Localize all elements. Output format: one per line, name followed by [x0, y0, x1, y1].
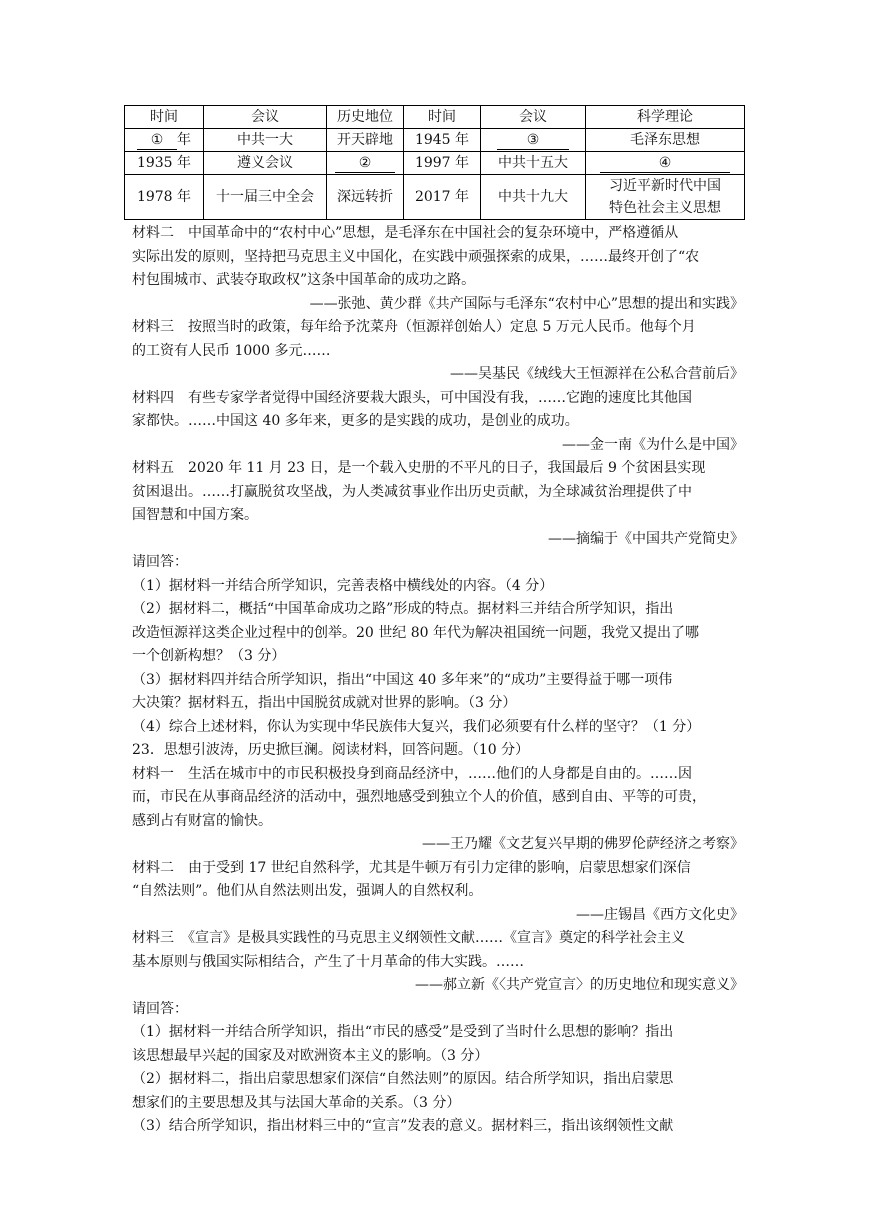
- text-line: 基本原则与俄国实际相结合，产生了十月革命的伟大实践。……: [132, 953, 524, 970]
- text-line: 的工资有人民币 1000 多元……: [132, 342, 331, 359]
- history-table: [124, 105, 745, 220]
- table-cell: [327, 152, 404, 175]
- text-line: 材料三 《宣言》是极具实践性的马克思主义纲领性文献……《宣言》奠定的科学社会主义: [132, 930, 685, 946]
- table-header-cell: 时间: [125, 106, 204, 129]
- theory-line-1: 习近平新时代中国: [609, 178, 721, 194]
- question-line: （1）据材料一并结合所学知识，完善表格中横线处的内容。（4 分）: [132, 577, 554, 594]
- question-line: （1）据材料一并结合所学知识，指出“市民的感受”是受到了当时什么思想的影响？指出: [132, 1024, 674, 1040]
- question-line: 想家们的主要思想及其与法国大革命的关系。（3 分）: [132, 1094, 461, 1111]
- question-line: （2）据材料二，指出启蒙思想家们深信“自然法则”的原因。结合所学知识，指出启蒙思: [132, 1071, 674, 1087]
- question-line: （3）结合所学知识，指出材料三中的“宣言”发表的意义。据材料三，指出该纲领性文献: [132, 1118, 674, 1134]
- table-cell: [586, 152, 745, 175]
- table-cell: [586, 175, 745, 220]
- theory-line-2: 特色社会主义思想: [609, 200, 721, 216]
- blank-1: ①: [137, 131, 177, 150]
- table-cell: 中共十九大: [481, 175, 586, 220]
- source-citation: ——郝立新《〈共产党宣言〉的历史地位和现实意义》: [415, 977, 744, 993]
- source-citation: ——摘编于《中国共产党简史》: [548, 530, 744, 547]
- prompt-label: 请回答：: [132, 1000, 188, 1017]
- source-citation: ——庄锡昌《西方文化史》: [576, 906, 744, 923]
- source-citation: ——吴基民《绒线大王恒源祥在公私合营前后》: [450, 366, 744, 382]
- table-cell: 深远转折: [327, 175, 404, 220]
- table-cell: 中共十五大: [481, 152, 586, 175]
- question-line: 该思想最早兴起的国家及对欧洲资本主义的影响。（3 分）: [132, 1047, 489, 1064]
- table-cell: [125, 129, 204, 152]
- question-heading: 23．思想引波涛，历史掀巨澜。阅读材料，回答问题。（10 分）: [132, 742, 530, 758]
- text-line: 材料二 由于受到 17 世纪自然科学，尤其是牛顿万有引力定律的影响，启蒙思想家们深信: [132, 859, 691, 876]
- table-header-cell: 会议: [204, 106, 327, 129]
- table-cell: [481, 129, 586, 152]
- prompt-label: 请回答：: [132, 554, 188, 570]
- table-header-cell: 时间: [404, 106, 481, 129]
- source-citation: ——张弛、黄少群《共产国际与毛泽东“农村中心”思想的提出和实践》: [309, 295, 744, 312]
- table-row: [125, 152, 745, 175]
- question-line: 改造恒源祥这类企业过程中的创举。20 世纪 80 年代为解决祖国统一问题，我党又提出了哪: [132, 624, 699, 641]
- blank-2: ②: [335, 154, 395, 173]
- table-cell: 十一届三中全会: [204, 175, 327, 220]
- text-line: 材料二 中国革命中的“农村中心”思想，是毛泽东在中国社会的复杂环境中，严格遵循从: [132, 225, 679, 241]
- text-line: 材料一 生活在城市中的市民积极投身到商品经济中，……他们的人身都是自由的。……因: [132, 765, 692, 782]
- question-line: （3）据材料四并结合所学知识，指出“中国这 40 多年来”的“成功”主要得益于哪一项伟: [132, 671, 673, 688]
- blank-3: ③: [497, 131, 569, 150]
- question-line: （2）据材料二，概括“中国革命成功之路”形成的特点。据材料三并结合所学知识，指出: [132, 601, 674, 617]
- table-cell: 1997 年: [404, 152, 481, 175]
- table-row: [125, 175, 745, 220]
- text-line: 村包围城市、武装夺取政权”这条中国革命的成功之路。: [132, 272, 476, 288]
- text-line: 国智慧和中国方案。: [132, 507, 258, 523]
- question-line: 大决策？据材料五，指出中国脱贫成就对世界的影响。（3 分）: [132, 695, 517, 711]
- text-line: 感到占有财富的愉快。: [132, 812, 272, 829]
- table-cell: 开天辟地: [327, 129, 404, 152]
- table-cell: 毛泽东思想: [586, 129, 745, 152]
- text-line: 贫困退出。……打赢脱贫攻坚战，为人类减贫事业作出历史贡献，为全球减贫治理提供了中: [132, 483, 692, 500]
- blank-4: ④: [600, 154, 730, 173]
- table-cell: 1978 年: [125, 175, 204, 220]
- question-line: 一个创新构想？（3 分）: [132, 648, 286, 664]
- table-header-cell: 历史地位: [327, 106, 404, 129]
- table-cell: 遵义会议: [204, 152, 327, 175]
- year-suffix: 年: [177, 132, 191, 148]
- text-line: 材料四 有些专家学者觉得中国经济要栽大跟头，可中国没有我，……它跑的速度比其他国: [132, 389, 692, 406]
- text-line: 材料三 按照当时的政策，每年给予沈菜舟（恒源祥创始人）定息 5 万元人民币。他每个月: [132, 319, 696, 335]
- text-line: “自然法则”。他们从自然法则出发，强调人的自然权利。: [132, 883, 483, 899]
- document-body: [132, 222, 744, 1139]
- source-citation: ——王乃耀《文艺复兴早期的佛罗伦萨经济之考察》: [422, 836, 744, 852]
- table-cell: 2017 年: [404, 175, 481, 220]
- text-line: 材料五 2020 年 11 月 23 日，是一个载入史册的不平凡的日子，我国最后 9 个贫困县实现: [132, 460, 706, 476]
- question-line: （4）综合上述材料，你认为实现中华民族伟大复兴，我们必须要有什么样的坚守？（1 分）: [132, 718, 701, 735]
- table-header-row: [125, 106, 745, 129]
- text-line: 实际出发的原则，坚持把马克思主义中国化，在实践中顽强探索的成果，……最终开创了“农: [132, 248, 700, 265]
- source-citation: ——金一南《为什么是中国》: [562, 436, 744, 453]
- table-header-cell: 科学理论: [586, 106, 745, 129]
- table-cell: 中共一大: [204, 129, 327, 152]
- table-row: [125, 129, 745, 152]
- table-header-cell: 会议: [481, 106, 586, 129]
- text-line: 而，市民在从事商品经济的活动中，强烈地感受到独立个人的价值，感到自由、平等的可贵，: [132, 789, 706, 805]
- table-cell: 1945 年: [404, 129, 481, 152]
- table-cell: 1935 年: [125, 152, 204, 175]
- text-line: 家都快。……中国这 40 多年来，更多的是实践的成功，是创业的成功。: [132, 413, 579, 429]
